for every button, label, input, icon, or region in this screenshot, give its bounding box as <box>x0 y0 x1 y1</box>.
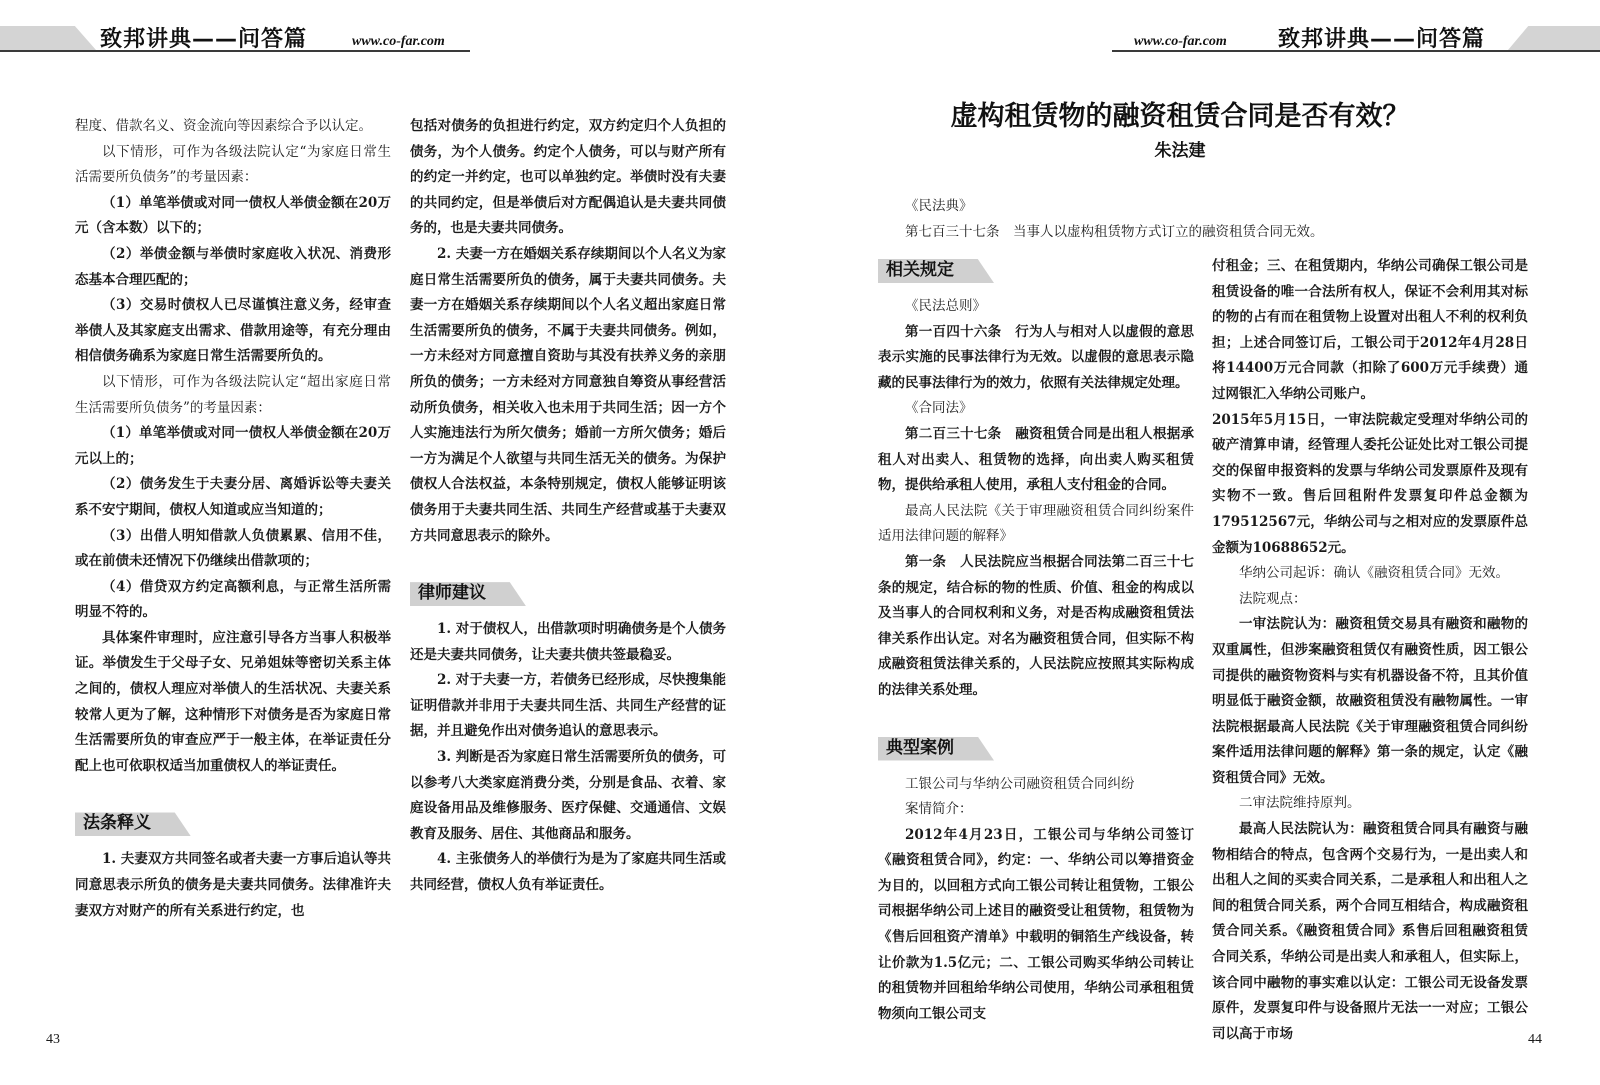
header-right-title: 致邦讲典——问答篇 <box>1278 27 1486 52</box>
left-page-column-2 <box>410 114 726 899</box>
section-heading-related-rules <box>878 256 1194 284</box>
paragraph: 以下情形，可作为各级法院认定“为家庭日常生活需要所负债务”的考量因素： <box>75 143 391 186</box>
paragraph: 1. 夫妻双方共同签名或者夫妻一方事后追认等共同意思表示所负的债务是夫妻共同债务。法律准许夫妻双方对财产的所有关系进行约定，也 <box>75 851 391 919</box>
header-right-url: www.co-far.com <box>1134 34 1227 49</box>
paragraph: 2. 对于夫妻一方，若债务已经形成，尽快搜集能证明借款并非用于夫妻共同生活、共同生产经营的证据，并且避免作出对债务追认的意思表示。 <box>410 672 726 740</box>
section-heading-text: 律师建议 <box>418 583 486 604</box>
paragraph: （2）债务发生于夫妻分居、离婚诉讼等夫妻关系不安宁期间，债权人知道或应当知道的； <box>75 476 391 518</box>
right-page-column-2 <box>1212 254 1528 1047</box>
paragraph: 包括对债务的负担进行约定，双方约定归个人负担的债务，为个人债务。约定个人债务，可以与财产所有的约定一并约定，也可以单独约定。举债时没有夫妻的共同约定，但是举债后对方配偶追认是夫妻共同债务的，也是夫妻共同债务。 <box>410 118 726 237</box>
article-intro <box>878 194 1518 245</box>
section-heading-typical-case <box>878 734 1194 762</box>
section-heading-law-interpretation <box>75 809 391 837</box>
section-heading-text: 典型案例 <box>886 737 954 758</box>
paragraph: （1）单笔举债或对同一债权人举债金额在20万元以上的； <box>75 425 391 467</box>
section-heading-lawyer-advice <box>410 579 726 607</box>
section-heading-text: 相关规定 <box>886 260 954 280</box>
page-number-right: 44 <box>1528 1032 1542 1047</box>
paragraph: 2. 夫妻一方在婚姻关系存续期间以个人名义为家庭日常生活需要所负的债务，属于夫妻共同债务。夫妻一方在婚姻关系存续期间以个人名义超出家庭日常生活需要所负的债务，不属于夫妻共同债务。例如，一方未经对方同意擅自资助与其没有扶养义务的亲朋所负的债务；一方未经对方同意独自筹资从事经营活动所负债务，相关收入也未用于共同生活；因一方个人实施违法行为所欠债务；婚前一方所欠债务；婚后一方为满足个人欲望与共同生活无关的债务。为保护债权人合法权益，本条特别规定，债权人能够证明该债务用于夫妻共同生活、共同生产经营或基于夫妻双方共同意思表示的除外。 <box>410 245 726 544</box>
paragraph: 4. 主张债务人的举债行为是为了家庭共同生活或共同经营，债权人负有举证责任。 <box>410 851 726 894</box>
header-left-url: www.co-far.com <box>352 34 445 49</box>
paragraph: 华纳公司起诉：确认《融资租赁合同》无效。 <box>1239 565 1509 582</box>
paragraph: 《合同法》 <box>905 400 973 417</box>
article-title: 虚构租赁物的融资租赁合同是否有效？ <box>950 101 1410 132</box>
paragraph: 2012年4月23日，工银公司与华纳公司签订《融资租赁合同》，约定：一、华纳公司以筹措资金为目的，以回租方式向工银公司转让租赁物，工银公司根据华纳公司上述目的融资受让租赁物，租赁物为《售后回租资产清单》中载明的铜箔生产线设备，转让价款为1.5亿元；二、工银公司购买华纳公司转让的租赁物并回租给华纳公司使用，华纳公司承租租赁物须向工银公司支 <box>878 826 1194 1022</box>
paragraph: 一审法院认为：融资租赁交易具有融资和融物的双重属性，但涉案融资租赁仅有融资性质，因工银公司提供的融资物资料与实有机器设备不符，且其价值明显低于融资金额，故融资租赁没有融物属性。一审法院根据最高人民法院《关于审理融资租赁合同纠纷案件适用法律问题的解释》第一条的规定，认定《融资租赁合同》无效。 <box>1212 616 1528 786</box>
paragraph: 法院观点： <box>1239 590 1307 607</box>
right-page-column-1 <box>878 248 1194 1027</box>
paragraph: 案情简介： <box>905 801 973 818</box>
paragraph: 二审法院维持原判。 <box>1239 795 1361 812</box>
paragraph: 1. 对于债权人，出借款项时明确债务是个人债务还是夫妻共同债务，让夫妻共债共签最稳妥。 <box>410 621 726 663</box>
paragraph: 最高人民法院认为：融资租赁合同具有融资与融物相结合的特点，包含两个交易行为，一是出卖人和出租人之间的买卖合同关系，二是承租人和出租人之间的租赁合同关系，两个合同互相结合，构成融资租赁合同关系。《融资租赁合同》系售后回租融资租赁合同关系，华纳公司是出卖人和承租人，但实际上，该合同中融物的事实难以认定：工银公司无设备发票原件，发票复印件与设备照片无法一一对应；工银公司以高于市场 <box>1212 821 1528 1042</box>
paragraph: （3）出借人明知借款人负债累累、信用不佳，或在前债未还情况下仍继续出借款项的； <box>75 527 391 570</box>
paragraph: （4）借贷双方约定高额利息，与正常生活所需明显不符的。 <box>75 578 391 621</box>
paragraph: 工银公司与华纳公司融资租赁合同纠纷 <box>905 775 1135 792</box>
header-right-decoration <box>1508 26 1600 50</box>
paragraph: 2015年5月15日，一审法院裁定受理对华纳公司的破产清算申请，经管理人委托公证处比对工银公司提交的保留申报资料的发票与华纳公司发票原件及现有实物不一致。售后回租附件发票复印件总金额为179512567元，华纳公司与之相对应的发票原件总金额为10688652元。 <box>1212 411 1528 556</box>
header-left-title: 致邦讲典——问答篇 <box>100 27 308 52</box>
section-heading-text: 法条释义 <box>83 813 151 834</box>
paragraph: 程度、借款名义、资金流向等因素综合予以认定。 <box>75 118 372 134</box>
paragraph: 第二百三十七条 融资租赁合同是出租人根据承租人对出卖人、租赁物的选择，向出卖人购买租赁物，提供给承租人使用，承租人支付租金的合同。 <box>878 425 1194 494</box>
paragraph: 3. 判断是否为家庭日常生活需要所负的债务，可以参考八大类家庭消费分类，分别是食品、衣着、家庭设备用品及维修服务、医疗保健、交通通信、文娱教育及服务、居住、其他商品和服务。 <box>410 749 726 842</box>
paragraph: 以下情形，可作为各级法院认定“超出家庭日常生活需要所负债务”的考量因素： <box>75 373 391 416</box>
paragraph: （3）交易时债权人已尽谨慎注意义务，经审查举债人及其家庭支出需求、借款用途等，有充分理由相信债务确系为家庭日常生活需要所负的。 <box>75 297 391 365</box>
paragraph: （1）单笔举债或对同一债权人举债金额在20万元（含本数）以下的； <box>75 194 391 237</box>
left-page-column-1 <box>75 114 391 924</box>
paragraph: 付租金；三、在租赁期内，华纳公司确保工银公司是租赁设备的唯一合法所有权人，保证不会利用其对标的物的占有而在租赁物上设置对出租人不利的权利负担；上述合同签订后，工银公司于2012年4月28日将14400万元合同款（扣除了600万元手续费）通过网银汇入华纳公司账户。 <box>1212 258 1528 402</box>
page-number-left: 43 <box>46 1032 60 1047</box>
header-left-decoration <box>0 26 96 50</box>
paragraph: （2）举债金额与举债时家庭收入状况、消费形态基本合理匹配的； <box>75 245 391 288</box>
paragraph: 具体案件审理时，应注意引导各方当事人积极举证。举债发生于父母子女、兄弟姐妹等密切关系主体之间的，债权人理应对举债人的生活状况、夫妻关系较常人更为了解，这种情形下对债务是否为家庭日常生活需要所负的审查应严于一般主体，在举证责任分配上也可依职权适当加重债权人的举证责任。 <box>75 629 391 774</box>
article-author: 朱法建 <box>1154 141 1206 161</box>
paragraph: 第一条 人民法院应当根据合同法第二百三十七条的规定，结合标的物的性质、价值、租金的构成以及当事人的合同权利和义务，对是否构成融资租赁法律关系作出认定。对名为融资租赁合同，但实际不构成融资租赁法律关系的，人民法院应按照其实际构成的法律关系处理。 <box>878 553 1194 698</box>
intro-text: 第七百三十七条 当事人以虚构租赁物方式订立的融资租赁合同无效。 <box>905 223 1324 240</box>
paragraph: 《民法总则》 <box>905 298 986 314</box>
intro-source: 《民法典》 <box>905 198 973 214</box>
paragraph: 最高人民法院《关于审理融资租赁合同纠纷案件适用法律问题的解释》 <box>878 502 1194 545</box>
paragraph: 第一百四十六条 行为人与相对人以虚假的意思表示实施的民事法律行为无效。以虚假的意思表示隐藏的民事法律行为的效力，依照有关法律规定处理。 <box>878 323 1194 391</box>
